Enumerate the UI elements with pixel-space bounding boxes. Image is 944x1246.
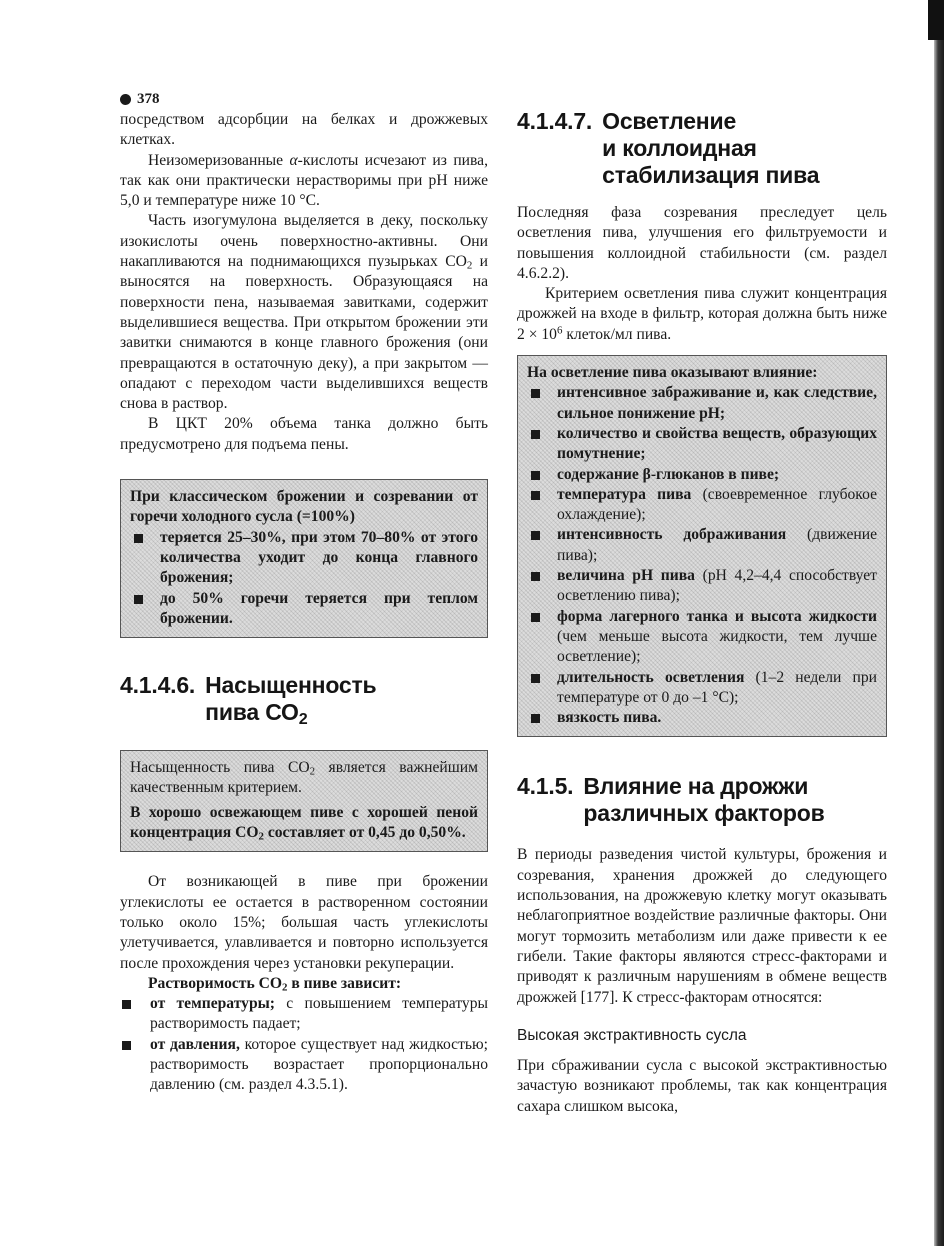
box-lead: На осветление пива оказывают влияние: <box>527 364 818 382</box>
section-heading: 4.1.5. Влияние на дрожжи различных факторов <box>517 773 825 827</box>
bullet-list <box>120 994 488 1095</box>
info-box-bitterness <box>120 479 488 638</box>
bullet-list <box>527 383 877 728</box>
list-item: до 50% горечи теряется при теплом брожении. <box>130 589 478 630</box>
page-number: 378 <box>137 90 160 107</box>
list-item: длительность осветления (1–2 недели при температуре от 0 до –1 °С); <box>527 668 877 709</box>
paragraph: Неизомеризованные α-кислоты исчезают из пива, так как они практически нерастворимы при pH ниже 5,0 и температуре ниже 10 °С. <box>120 151 488 210</box>
page-marker-icon <box>120 94 131 105</box>
list-item: теряется 25–30%, при этом 70–80% от этого количества уходит до конца главного брожения; <box>130 528 478 589</box>
box-text-bold: В хорошо освежающем пиве с хорошей пеной концентрация $СО_2$ составляет от 0,45 до 0,50%. <box>130 803 478 843</box>
paragraph: Критерием осветления пива служит концентрация дрожжей на входе в фильтр, которая должна быть ниже $2 \times 10^6$ клеток/мл пива. <box>517 285 887 343</box>
info-box-clarification <box>517 355 887 737</box>
paragraph: В периоды разведения чистой культуры, брожения и созревания, хранения дрожжей до следующего использования, на дрожжевую клетку могут оказывать неблагоприятное воздействие различные факторы. Они могут тормозить метаболизм или даже привести к ее гибели. Такие факторы являются стресс-факторами и приводят к различным нарушениям в обмене веществ дрожжей [177]. К стресс-факторам относятся: <box>517 846 887 1006</box>
list-item: величина pH пива (pH 4,2–4,4 способствует осветлению пива); <box>527 566 877 607</box>
page-header <box>120 88 170 110</box>
list-item: количество и свойства веществ, образующих помутнение; <box>527 424 877 465</box>
list-item: от температуры; с повышением температуры растворимость падает; <box>120 994 488 1035</box>
box-text: Насыщенность пива $СО_2$ является важнейшим качественным критерием. <box>130 759 478 797</box>
right-column <box>517 108 887 1117</box>
list-item: интенсивное забраживание и, как следствие, сильное понижение pH; <box>527 383 877 424</box>
box-lead: При классическом брожении и созревании от горечи холодного сусла (=100%) <box>130 488 478 526</box>
left-column <box>120 110 488 1096</box>
list-item: интенсивность дображивания (движение пива); <box>527 525 877 566</box>
list-item: вязкость пива. <box>527 708 877 728</box>
list-item: температура пива (своевременное глубокое охлаждение); <box>527 485 877 526</box>
paragraph: посредством адсорбции на белках и дрожжевых клетках. <box>120 111 488 149</box>
section-heading: 4.1.4.7. Осветление и коллоидная стабилизация пива <box>517 108 820 188</box>
scan-edge <box>934 0 944 1246</box>
subsection-heading: Высокая экстрактивность сусла <box>517 1026 747 1044</box>
section-heading: 4.1.4.6. Насыщенность пива $СО_2$ <box>120 672 377 729</box>
paragraph: От возникающей в пиве при брожении углекислоты ее остается в растворенном состоянии только около 15%; большая часть углекислоты улетучивается, улавливается и повторно используется после прохождения через установки рекуперации. <box>120 873 488 972</box>
bullet-list <box>130 528 478 629</box>
list-item: от давления, которое существует над жидкостью; растворимость возрастает пропорционально давлению (см. раздел 4.3.5.1). <box>120 1035 488 1096</box>
paragraph: Растворимость $СО_2$ в пиве зависит: <box>148 974 402 994</box>
paragraph: Часть изогумулона выделяется в деку, поскольку изокислоты очень поверхностно-активны. Они накапливаются на поднимающихся пузырьках $СО_2$ и выносятся на поверхность. Образующаяся на поверхности пена, называемая завитками, содержит выделившиеся вещества. При открытом брожении эти завитки снимаются в конце главного брожения (они превращаются в остаточную деку), а при закрытом — опадают с переходом части выделившихся веществ снова в раствор. <box>120 212 488 413</box>
paragraph: Последняя фаза созревания преследует цель осветления пива, улучшения его фильтруемости и повышения коллоидной стабильности (см. раздел 4.6.2.2). <box>517 204 887 282</box>
paragraph: В ЦКТ 20% объема танка должно быть предусмотрено для подъема пены. <box>120 415 488 453</box>
info-box-co2 <box>120 750 488 852</box>
paragraph: При сбраживании сусла с высокой экстрактивностью зачастую возникают проблемы, так как концентрация сахара слишком высока, <box>517 1057 887 1115</box>
list-item: форма лагерного танка и высота жидкости (чем меньше высота жидкости, тем лучше осветление); <box>527 607 877 668</box>
list-item: содержание β-глюканов в пиве; <box>527 465 877 485</box>
